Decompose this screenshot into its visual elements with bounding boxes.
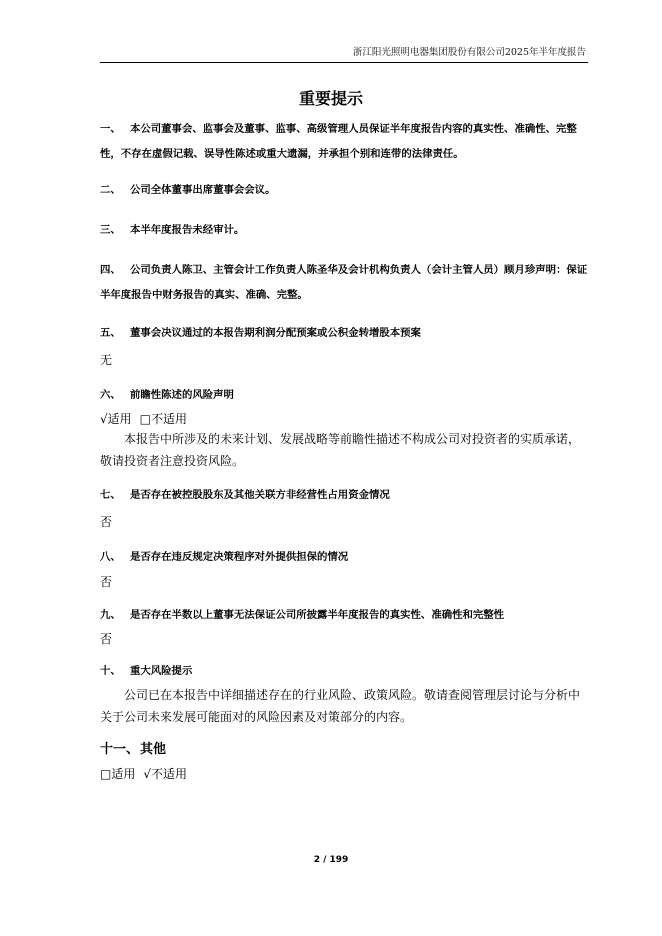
section-text: 重大风险提示: [130, 665, 193, 677]
section-10: [100, 659, 590, 684]
section-6-paragraph: 本报告中所涉及的未来计划、发展战略等前瞻性描述不构成公司对投资者的实质承诺，敬请投资者注意投资风险。: [100, 432, 581, 468]
section-number: 十一、: [100, 742, 140, 757]
section-number: 四、: [100, 264, 121, 276]
section-number: 九、: [100, 609, 121, 621]
section-7: [100, 483, 590, 508]
section-text: 公司全体董事出席董事会会议。: [130, 184, 276, 196]
section-number: 五、: [100, 327, 121, 339]
section-number: 一、: [100, 123, 121, 135]
page-number: 2 / 199: [313, 855, 349, 865]
section-text: 本公司董事会、监事会及董事、监事、高级管理人员保证半年度报告内容的真实性、准确性、完整性，不存在虚假记载、误导性陈述或重大遗漏，并承担个别和连带的法律责任。: [100, 123, 577, 160]
section-text: 是否存在被控股股东及其他关联方非经营性占用资金情况: [130, 489, 390, 501]
header-divider: [100, 62, 588, 63]
section-10-paragraph: 公司已在本报告中详细描述存在的行业风险、政策风险。敬请查阅管理层讨论与分析中关于公司未来发展可能面对的风险因素及对策部分的内容。: [100, 688, 581, 724]
section-8: [100, 545, 590, 570]
section-9-answer: 否: [100, 632, 113, 646]
option-not-applicable: □不适用: [139, 412, 187, 426]
section-text: 本半年度报告未经审计。: [130, 224, 245, 236]
section-text: 其他: [140, 742, 167, 757]
section-6-options: [100, 408, 590, 430]
section-9: [100, 603, 590, 628]
section-text: 前瞻性陈述的风险声明: [130, 389, 234, 401]
section-3: [100, 218, 590, 243]
section-text: 是否存在违反规定决策程序对外提供担保的情况: [130, 551, 349, 563]
section-6: [100, 383, 590, 408]
option-applicable: □适用: [100, 767, 136, 781]
section-11-options: [100, 763, 590, 785]
section-11: [100, 737, 590, 762]
page-title: 重要提示: [298, 89, 363, 108]
section-5-answer: 无: [100, 353, 113, 367]
section-8-answer: 否: [100, 575, 113, 589]
running-header: 浙江阳光照明电器集团股份有限公司2025年半年度报告: [352, 47, 586, 58]
section-5: [100, 321, 590, 346]
section-number: 二、: [100, 184, 121, 196]
section-number: 六、: [100, 389, 121, 401]
section-number: 三、: [100, 224, 121, 236]
section-number: 八、: [100, 551, 121, 563]
option-not-applicable: √不适用: [143, 767, 187, 781]
section-number: 十、: [100, 665, 121, 677]
section-2: [100, 178, 590, 203]
section-1: [100, 117, 590, 167]
section-text: 董事会决议通过的本报告期利润分配预案或公积金转增股本预案: [130, 327, 421, 339]
option-applicable: √适用: [100, 412, 132, 426]
section-7-answer: 否: [100, 515, 113, 529]
section-text: 是否存在半数以上董事无法保证公司所披露半年度报告的真实性、准确性和完整性: [130, 609, 505, 621]
section-number: 七、: [100, 489, 121, 501]
section-4: [100, 258, 590, 308]
section-text: 公司负责人陈卫、主管会计工作负责人陈圣华及会计机构负责人（会计主管人员）顾月珍声明：保证半年度报告中财务报告的真实、准确、完整。: [100, 264, 588, 301]
